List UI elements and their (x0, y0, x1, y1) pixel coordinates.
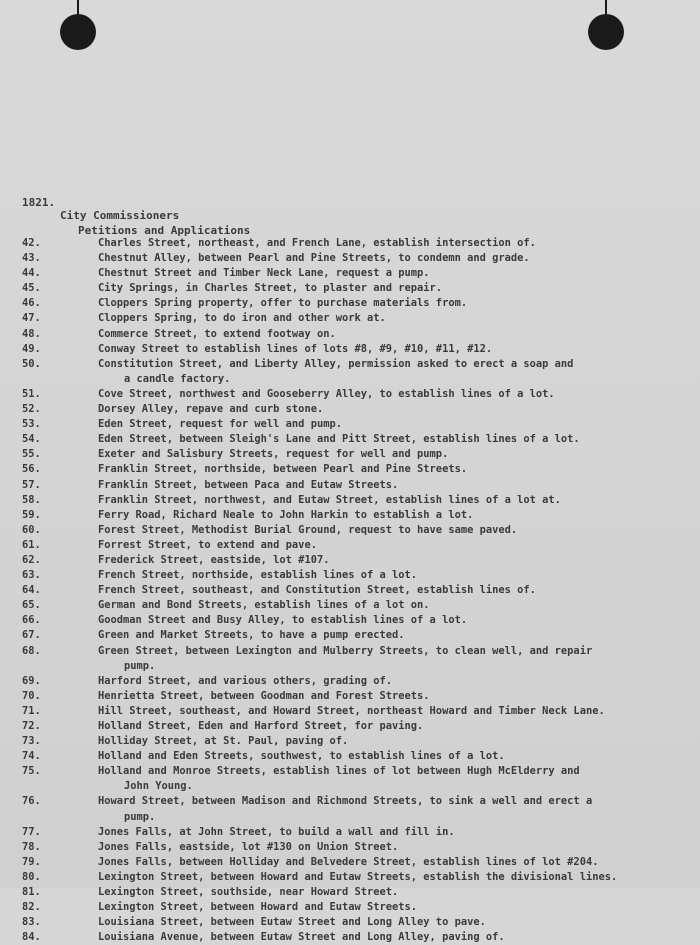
list-item (0, 311, 700, 326)
entry-text: Ferry Road, Richard Neale to John Harkin to establish a lot. (98, 508, 474, 521)
list-item (0, 251, 700, 266)
entry-text: Franklin Street, northside, between Pearl and Pine Streets. (98, 463, 468, 476)
entry-number: 51. (22, 387, 41, 400)
entry-text: Eden Street, between Sleigh's Lane and Pitt Street, establish lines of a lot. (98, 433, 580, 446)
entry-text: Lexington Street, between Howard and Eutaw Streets, establish the divisional lines. (98, 870, 618, 883)
entry-continuation: pump. (124, 659, 156, 672)
list-item (0, 794, 700, 824)
entry-text: Hill Street, southeast, and Howard Street, northeast Howard and Timber Neck Lane. (98, 704, 605, 717)
entry-text: French Street, southeast, and Constitution Street, establish lines of. (98, 584, 536, 597)
list-item (0, 719, 700, 734)
entry-continuation: John Young. (124, 780, 193, 793)
list-item (0, 281, 700, 296)
list-item (0, 764, 700, 794)
binder-hole-right (588, 14, 624, 50)
entry-text: Franklin Street, between Paca and Eutaw Streets. (98, 478, 399, 491)
entry-text: Lexington Street, between Howard and Eutaw Streets. (98, 901, 418, 914)
list-item (0, 628, 700, 643)
entry-text: Holland and Eden Streets, southwest, to establish lines of a lot. (98, 750, 505, 763)
list-item (0, 266, 700, 281)
entry-text: Louisiana Avenue, between Eutaw Street and Long Alley, paving of. (98, 931, 505, 944)
entry-number: 79. (22, 855, 41, 868)
entry-text: Dorsey Alley, repave and curb stone. (98, 403, 324, 416)
list-item (0, 598, 700, 613)
list-item (0, 749, 700, 764)
entry-list (0, 236, 700, 945)
entry-number: 84. (22, 931, 41, 944)
entry-text: Holland and Monroe Streets, establish lines of lot between Hugh McElderry and (98, 765, 580, 778)
entry-number: 55. (22, 448, 41, 461)
entry-number: 75. (22, 765, 41, 778)
document-year: 1821. (22, 196, 56, 209)
entry-text: Exeter and Salisbury Streets, request for well and pump. (98, 448, 449, 461)
list-item (0, 357, 700, 387)
list-item (0, 538, 700, 553)
entry-number: 63. (22, 569, 41, 582)
entry-number: 70. (22, 689, 41, 702)
entry-number: 72. (22, 720, 41, 732)
entry-number: 50. (22, 357, 41, 370)
list-item (0, 674, 700, 689)
entry-text: Forest Street, Methodist Burial Ground, request to have same paved. (98, 523, 518, 536)
entry-text: Holliday Street, at St. Paul, paving of. (98, 735, 349, 748)
entry-number: 42. (22, 237, 41, 249)
binder-hole-left (60, 14, 96, 50)
entry-text: Frederick Street, eastside, lot #107. (98, 553, 330, 566)
entry-text: Jones Falls, between Holliday and Belvedere Street, establish lines of lot #204. (98, 855, 599, 868)
list-item (0, 236, 700, 251)
list-item (0, 342, 700, 357)
entry-text: Cove Street, northwest and Gooseberry Alley, to establish lines of a lot. (98, 387, 555, 400)
list-item (0, 870, 700, 885)
entry-text: Chestnut Alley, between Pearl and Pine Streets, to condemn and grade. (98, 252, 530, 265)
list-item (0, 493, 700, 508)
entry-number: 56. (22, 463, 41, 476)
list-item (0, 734, 700, 749)
list-item (0, 689, 700, 704)
list-item (0, 840, 700, 855)
entry-text: Charles Street, northeast, and French Lane, establish intersection of. (98, 237, 536, 249)
entry-text: Chestnut Street and Timber Neck Lane, request a pump. (98, 267, 430, 280)
section-heading: City Commissioners (60, 209, 180, 222)
entry-number: 78. (22, 840, 41, 853)
list-item (0, 704, 700, 719)
entry-text: Henrietta Street, between Goodman and Forest Streets. (98, 689, 430, 702)
list-item (0, 900, 700, 915)
entry-text: City Springs, in Charles Street, to plaster and repair. (98, 282, 443, 295)
entry-text: Holland Street, Eden and Harford Street, for paving. (98, 720, 424, 732)
entry-number: 60. (22, 523, 41, 536)
entry-number: 43. (22, 252, 41, 265)
subsection-heading: Petitions and Applications (78, 224, 251, 237)
entry-number: 68. (22, 644, 41, 657)
list-item (0, 613, 700, 628)
list-item (0, 523, 700, 538)
entry-text: Goodman Street and Busy Alley, to establish lines of a lot. (98, 614, 468, 627)
list-item (0, 296, 700, 311)
entry-text: German and Bond Streets, establish lines of a lot on. (98, 599, 430, 612)
entry-text: French Street, northside, establish lines of a lot. (98, 569, 418, 582)
list-item (0, 417, 700, 432)
entry-continuation: a candle factory. (124, 372, 231, 385)
entry-text: Cloppers Spring property, offer to purchase materials from. (98, 297, 468, 310)
entry-text: Green and Market Streets, to have a pump erected. (98, 629, 405, 642)
entry-text: Louisiana Street, between Eutaw Street and Long Alley to pave. (98, 916, 486, 929)
entry-number: 81. (22, 886, 41, 899)
entry-number: 62. (22, 553, 41, 566)
entry-number: 74. (22, 750, 41, 763)
entry-text: Lexington Street, southside, near Howard Street. (98, 886, 399, 899)
list-item (0, 447, 700, 462)
entry-text: Commerce Street, to extend footway on. (98, 327, 336, 340)
list-item (0, 885, 700, 900)
list-item (0, 825, 700, 840)
list-item (0, 644, 700, 674)
list-item (0, 553, 700, 568)
entry-text: Cloppers Spring, to do iron and other work at. (98, 312, 386, 325)
entry-text: Constitution Street, and Liberty Alley, permission asked to erect a soap and (98, 357, 574, 370)
entry-number: 73. (22, 735, 41, 748)
entry-number: 48. (22, 327, 41, 340)
entry-text: Conway Street to establish lines of lots #8, #9, #10, #11, #12. (98, 342, 493, 355)
entry-number: 76. (22, 795, 41, 808)
entry-number: 54. (22, 433, 41, 446)
entry-number: 49. (22, 342, 41, 355)
entry-number: 69. (22, 674, 41, 687)
list-item (0, 508, 700, 523)
entry-number: 52. (22, 403, 41, 416)
entry-text: Howard Street, between Madison and Richmond Streets, to sink a well and erect a (98, 795, 593, 808)
entry-number: 45. (22, 282, 41, 295)
entry-number: 80. (22, 870, 41, 883)
list-item (0, 462, 700, 477)
list-item (0, 478, 700, 493)
entry-text: Eden Street, request for well and pump. (98, 418, 342, 431)
list-item (0, 327, 700, 342)
entry-text: Forrest Street, to extend and pave. (98, 538, 317, 551)
entry-number: 65. (22, 599, 41, 612)
entry-text: Green Street, between Lexington and Mulberry Streets, to clean well, and repair (98, 644, 593, 657)
entry-number: 46. (22, 297, 41, 310)
entry-number: 66. (22, 614, 41, 627)
entry-number: 53. (22, 418, 41, 431)
entry-text: Franklin Street, northwest, and Eutaw Street, establish lines of a lot at. (98, 493, 561, 506)
list-item (0, 915, 700, 930)
list-item (0, 568, 700, 583)
entry-text: Jones Falls, eastside, lot #130 on Union Street. (98, 840, 399, 853)
list-item (0, 930, 700, 945)
entry-number: 64. (22, 584, 41, 597)
entry-number: 58. (22, 493, 41, 506)
list-item (0, 432, 700, 447)
entry-number: 44. (22, 267, 41, 280)
list-item (0, 387, 700, 402)
entry-number: 61. (22, 538, 41, 551)
entry-number: 47. (22, 312, 41, 325)
entry-number: 82. (22, 901, 41, 914)
entry-number: 77. (22, 825, 41, 838)
entry-number: 71. (22, 704, 41, 717)
list-item (0, 855, 700, 870)
list-item (0, 583, 700, 598)
entry-text: Jones Falls, at John Street, to build a wall and fill in. (98, 825, 455, 838)
entry-number: 67. (22, 629, 41, 642)
entry-continuation: pump. (124, 810, 156, 823)
entry-number: 57. (22, 478, 41, 491)
entry-number: 59. (22, 508, 41, 521)
entry-number: 83. (22, 916, 41, 929)
entry-text: Harford Street, and various others, grading of. (98, 674, 393, 687)
list-item (0, 402, 700, 417)
